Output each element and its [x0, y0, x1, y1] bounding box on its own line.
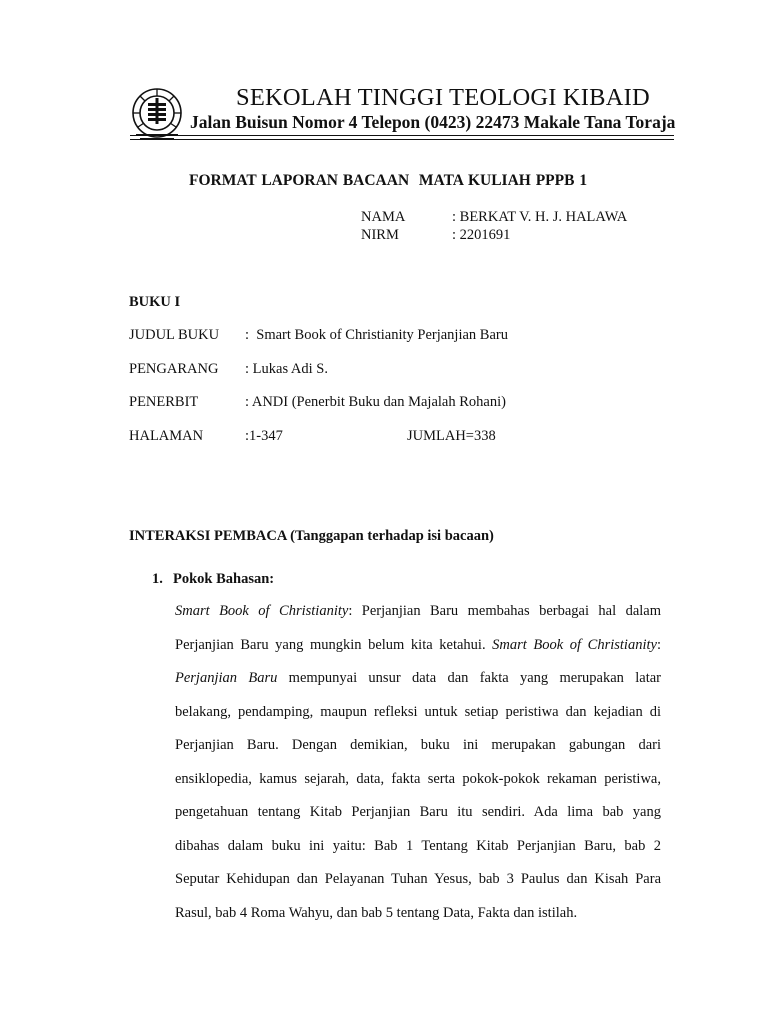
text-segment: dibahas dalam buku ini yaitu: Bab 1 Tentang Kitab Perjanjian Baru, bab 2: [175, 837, 661, 854]
author-value: : Lukas Adi S.: [245, 361, 328, 377]
author-label: PENGARANG: [129, 361, 219, 377]
text-segment: pengetahuan tentang Kitab Perjanjian Baru itu sendiri. Ada lima bab yang: [175, 804, 661, 820]
book-heading: BUKU I: [129, 294, 181, 310]
paragraph-line: [175, 666, 661, 700]
paragraph-line: [175, 800, 661, 834]
paragraph-line: [175, 901, 661, 935]
institution-address: Jalan Buisun Nomor 4 Telepon (0423) 22473 Makale Tana Toraja: [190, 112, 676, 132]
book-title-value: : Smart Book of Christianity Perjanjian Baru: [245, 327, 508, 343]
publisher-label: PENERBIT: [129, 394, 199, 410]
paragraph-line: [175, 700, 661, 734]
book-title-label: JUDUL BUKU: [129, 327, 220, 343]
text-segment: Perjanjian Baru yang mungkin belum kita ketahui.: [175, 636, 493, 653]
italic-text: Perjanjian Baru: [175, 670, 278, 686]
text-segment: Rasul, bab 4 Roma Wahyu, dan bab 5 tentang Data, Fakta dan istilah.: [175, 904, 578, 921]
list-item-title: Pokok Bahasan:: [173, 571, 275, 587]
name-value: : BERKAT V. H. J. HALAWA: [452, 209, 628, 225]
publisher-value: : ANDI (Penerbit Buku dan Majalah Rohani): [245, 394, 506, 410]
document-title: FORMAT LAPORAN BACAAN MATA KULIAH PPPB 1: [189, 172, 588, 189]
text-segment: Perjanjian Baru. Dengan demikian, buku ini merupakan gabungan dari: [175, 737, 661, 753]
pages-label: HALAMAN: [129, 428, 204, 444]
paragraph-line: [175, 633, 661, 667]
nirm-label: NIRM: [361, 227, 399, 243]
name-label: NAMA: [361, 209, 406, 225]
text-segment: belakang, pendamping, maupun refleksi untuk setiap peristiwa dan kejadian di: [175, 703, 661, 720]
paragraph-line: [175, 867, 661, 901]
header-divider: [130, 135, 674, 136]
text-segment: :: [656, 636, 661, 653]
italic-text: Smart Book of Christianity: [175, 603, 349, 619]
nirm-value: : 2201691: [452, 227, 511, 243]
interaction-heading: INTERAKSI PEMBACA (Tanggapan terhadap isi bacaan): [129, 528, 494, 544]
header-divider-thin: [130, 139, 674, 140]
total-pages-value: JUMLAH=338: [407, 428, 496, 444]
text-segment: ensiklopedia, kamus sejarah, data, fakta serta pokok-pokok rekaman peristiwa,: [175, 770, 661, 787]
italic-text: Smart Book of Christianity: [492, 636, 657, 653]
list-number: 1.: [152, 571, 163, 587]
paragraph-line: [175, 599, 661, 633]
summary-paragraph: [175, 599, 661, 934]
pages-value: :1-347: [245, 428, 283, 444]
text-segment: mempunyai unsur data dan fakta yang merupakan latar: [277, 670, 661, 686]
paragraph-line: [175, 733, 661, 767]
text-segment: : Perjanjian Baru membahas berbagai hal dalam: [348, 603, 661, 619]
text-segment: Seputar Kehidupan dan Pelayanan Tuhan Yesus, bab 3 Paulus dan Kisah Para: [175, 871, 661, 887]
paragraph-line: [175, 834, 661, 868]
paragraph-line: [175, 767, 661, 801]
institution-name: SEKOLAH TINGGI TEOLOGI KIBAID: [236, 84, 650, 111]
